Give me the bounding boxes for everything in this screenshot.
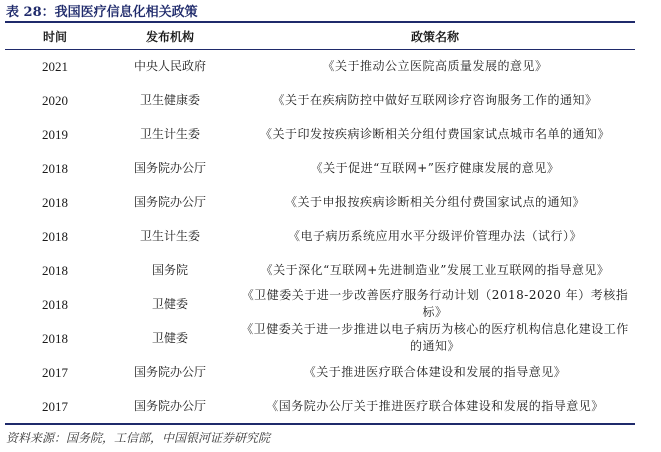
policy-name-cell: 《电子病历系统应用水平分级评价管理办法（试行）》 xyxy=(287,228,582,243)
agency-cell: 国务院 xyxy=(151,262,188,277)
agency-cell: 卫健委 xyxy=(151,330,188,345)
table-body xyxy=(5,49,635,423)
policy-name-cell: 《关于推动公立医院高质量发展的意见》 xyxy=(322,58,548,73)
table-row xyxy=(5,49,635,83)
year-cell: 2018 xyxy=(42,262,68,278)
policy-name-cell: 《卫健委关于进一步推进以电子病历为核心的医疗机构信息化建设工作的通知》 xyxy=(241,322,629,353)
header-agency: 发布机构 xyxy=(145,29,194,44)
agency-cell: 国务院办公厅 xyxy=(133,160,206,175)
agency-cell: 国务院办公厅 xyxy=(133,398,206,413)
year-cell: 2018 xyxy=(42,296,68,312)
year-cell: 2018 xyxy=(42,160,68,176)
agency-cell: 卫生计生委 xyxy=(139,228,200,243)
year-cell: 2018 xyxy=(42,228,68,244)
policy-name-cell: 《关于申报按疾病诊断相关分组付费国家试点的通知》 xyxy=(284,194,585,209)
bottom-rule xyxy=(5,423,635,425)
table-row xyxy=(5,389,635,423)
policy-table xyxy=(5,23,635,423)
policy-name-cell: 《关于在疾病防控中做好互联网诊疗咨询服务工作的通知》 xyxy=(272,92,598,107)
table-row xyxy=(5,219,635,253)
year-cell: 2020 xyxy=(42,92,68,108)
table-row xyxy=(5,355,635,389)
policy-name-cell: 《关于深化“互联网+先进制造业”发展工业互联网的指导意见》 xyxy=(260,262,610,277)
table-row xyxy=(5,83,635,117)
agency-cell: 中央人民政府 xyxy=(133,58,206,73)
table-row xyxy=(5,287,635,321)
agency-cell: 国务院办公厅 xyxy=(133,364,206,379)
table-caption: 表 28：我国医疗信息化相关政策 xyxy=(6,5,198,20)
agency-cell: 卫生健康委 xyxy=(139,92,200,107)
policy-name-cell: 《关于促进“互联网+”医疗健康发展的意见》 xyxy=(310,160,560,175)
year-cell: 2019 xyxy=(42,126,68,142)
year-cell: 2017 xyxy=(42,398,68,414)
header-time: 时间 xyxy=(42,29,67,44)
table-row xyxy=(5,151,635,185)
table-row xyxy=(5,185,635,219)
policy-name-cell: 《国务院办公厅关于推进医疗联合体建设和发展的指导意见》 xyxy=(266,398,604,413)
year-cell: 2017 xyxy=(42,364,68,380)
agency-cell: 卫生计生委 xyxy=(139,126,200,141)
policy-name-cell: 《卫健委关于进一步改善医疗服务行动计划（2018-2020 年）考核指标》 xyxy=(241,288,629,319)
year-cell: 2018 xyxy=(42,194,68,210)
table-row xyxy=(5,117,635,151)
source-note: 资料来源：国务院，工信部，中国银河证券研究院 xyxy=(6,431,271,445)
header-policy-name: 政策名称 xyxy=(410,29,459,44)
agency-cell: 国务院办公厅 xyxy=(133,194,206,209)
table-header-row xyxy=(5,23,635,49)
policy-name-cell: 《关于印发按疾病诊断相关分组付费国家试点城市名单的通知》 xyxy=(259,126,610,141)
year-cell: 2018 xyxy=(42,330,68,346)
year-cell: 2021 xyxy=(42,58,68,74)
agency-cell: 卫健委 xyxy=(151,296,188,311)
table-row xyxy=(5,321,635,355)
table-row xyxy=(5,253,635,287)
policy-name-cell: 《关于推进医疗联合体建设和发展的指导意见》 xyxy=(303,364,567,379)
